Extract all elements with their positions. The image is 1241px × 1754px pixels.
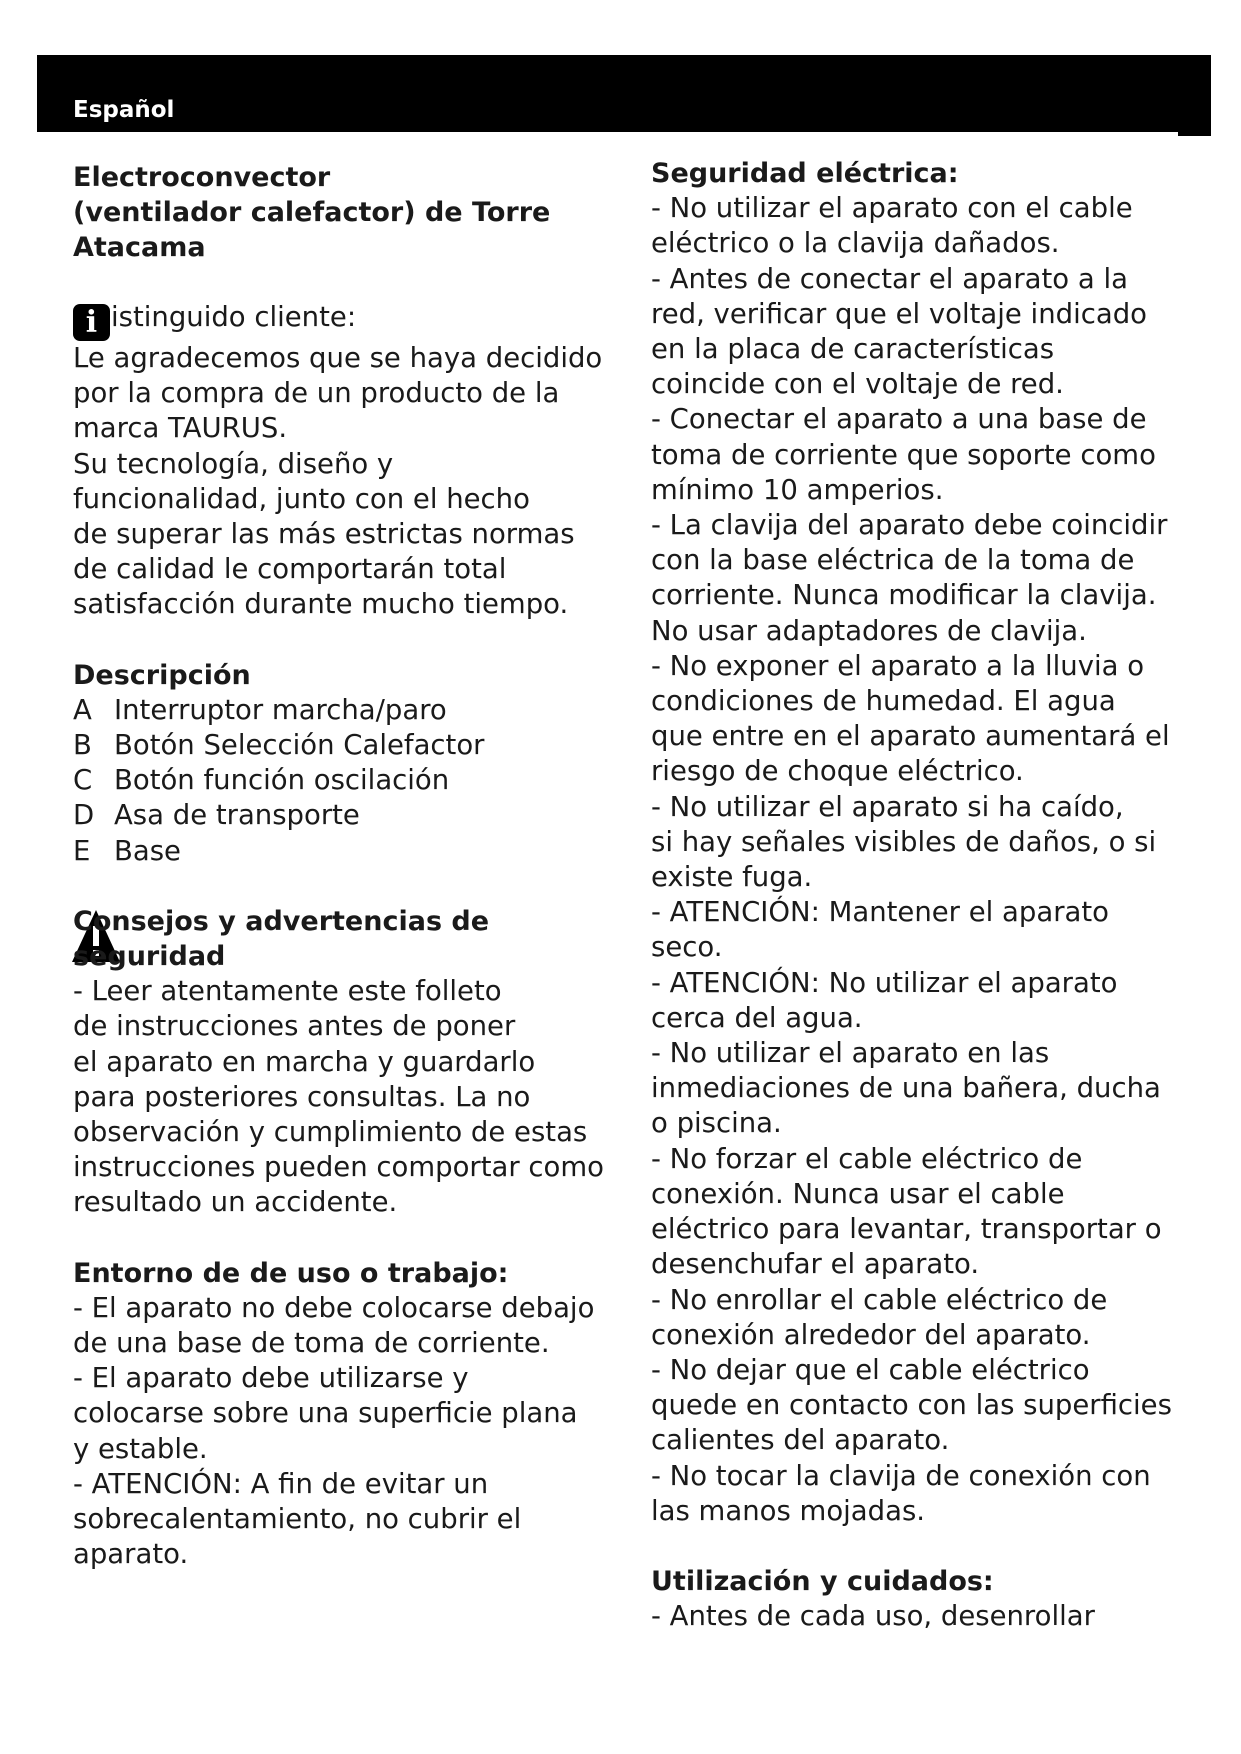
text-line: - No tocar la clavija de conexión con — [651, 1459, 1151, 1492]
info-icon: i — [73, 304, 110, 341]
text-line: colocarse sobre una superficie plana — [73, 1397, 578, 1430]
text-line: toma de corriente que soporte como — [651, 438, 1156, 471]
text-line: y estable. — [73, 1432, 208, 1465]
text-line: - No utilizar el aparato con el cable — [651, 192, 1133, 225]
electrical-safety-paragraph — [651, 191, 1211, 1529]
text-line: conexión alrededor del aparato. — [651, 1318, 1091, 1351]
text-line: coincide con el voltaje de red. — [651, 368, 1064, 401]
text-line: - No utilizar el aparato en las — [651, 1037, 1050, 1070]
greeting-text: istinguido cliente: — [111, 301, 357, 333]
text-line: que entre en el aparato aumentará el — [651, 720, 1170, 753]
text-line: D — [73, 799, 95, 832]
description-heading: Descripción — [73, 659, 251, 691]
text-line: seguridad — [73, 941, 226, 973]
text-line: eléctrico para levantar, transportar o — [651, 1213, 1162, 1246]
text-line: - No exponer el aparato a la lluvia o — [651, 649, 1145, 682]
text-line: quede en contacto con las superficies — [651, 1389, 1172, 1422]
text-line: Su tecnología, diseño y — [73, 447, 394, 480]
text-line: resultado un accidente. — [73, 1186, 398, 1219]
text-line: observación y cumplimiento de estas — [73, 1116, 588, 1149]
text-line: - Antes de cada uso, desenrollar — [651, 1600, 1095, 1633]
text-line: Atacama — [73, 232, 206, 263]
text-line: C — [73, 764, 93, 797]
text-line: sobrecalentamiento, no cubrir el — [73, 1503, 522, 1536]
text-line: B — [73, 729, 92, 762]
text-line: - Conectar el aparato a una base de — [651, 403, 1147, 436]
text-line: de una base de toma de corriente. — [73, 1327, 550, 1360]
text-line: desenchufar el aparato. — [651, 1248, 980, 1281]
text-line: o piscina. — [651, 1107, 782, 1140]
usage-paragraph — [651, 1599, 1211, 1634]
electrical-safety-heading: Seguridad eléctrica: — [651, 158, 959, 189]
text-line: Le agradecemos que se haya decidido — [73, 342, 603, 374]
text-line: - El aparato debe utilizarse y — [73, 1362, 469, 1395]
right-column — [651, 156, 1211, 1634]
language-label: Español — [73, 97, 175, 123]
left-column — [73, 160, 613, 1573]
text-line: aparato. — [73, 1538, 189, 1571]
text-line: de instrucciones antes de poner — [73, 1010, 516, 1043]
text-line: Interruptor marcha/paro — [114, 693, 447, 726]
text-line: en la placa de características — [651, 333, 1055, 366]
text-line: el aparato en marcha y guardarlo — [73, 1045, 536, 1078]
text-line: E — [73, 834, 91, 867]
text-line: para posteriores consultas. La no — [73, 1080, 531, 1113]
text-line: marca TAURUS. — [73, 412, 288, 445]
intro-paragraph — [73, 341, 613, 623]
environment-heading: Entorno de de uso o trabajo: — [73, 1257, 509, 1289]
environment-paragraph — [73, 1291, 613, 1573]
text-line: satisfacción durante mucho tiempo. — [73, 588, 569, 621]
list-item — [73, 728, 613, 763]
list-item — [73, 693, 613, 728]
safety-heading — [73, 904, 613, 974]
text-line: eléctrico o la clavija dañados. — [651, 227, 1060, 260]
description-list — [73, 693, 613, 869]
text-line: - No dejar que el cable eléctrico — [651, 1353, 1090, 1386]
text-line: por la compra de un producto de la — [73, 377, 560, 410]
text-line: No usar adaptadores de clavija. — [651, 614, 1087, 647]
text-line: condiciones de humedad. El agua — [651, 685, 1116, 718]
text-line: - No forzar el cable eléctrico de — [651, 1142, 1083, 1175]
text-line: seco. — [651, 931, 723, 964]
text-line: - ATENCIÓN: A fin de evitar un — [73, 1467, 489, 1500]
text-line: cerca del agua. — [651, 1001, 863, 1034]
text-line: corriente. Nunca modificar la clavija. — [651, 579, 1157, 612]
text-line: con la base eléctrica de la toma de — [651, 544, 1135, 577]
list-item — [73, 798, 613, 833]
text-line: Botón función oscilación — [114, 764, 450, 797]
list-item — [73, 763, 613, 798]
safety-heading-block — [73, 904, 613, 974]
text-line: inmediaciones de una bañera, ducha — [651, 1072, 1161, 1105]
text-line: calientes del aparato. — [651, 1424, 950, 1457]
text-line: - ATENCIÓN: No utilizar el aparato — [651, 966, 1118, 999]
text-line: existe fuga. — [651, 861, 813, 894]
text-line: si hay señales visibles de daños, o si — [651, 825, 1157, 858]
text-line: riesgo de choque eléctrico. — [651, 755, 1024, 788]
text-line: Botón Selección Calefactor — [114, 729, 485, 762]
text-line: - La clavija del aparato debe coincidir — [651, 509, 1168, 542]
text-line: red, verificar que el voltaje indicado — [651, 297, 1147, 330]
text-line: - ATENCIÓN: Mantener el aparato — [651, 896, 1109, 929]
text-line: conexión. Nunca usar el cable — [651, 1177, 1065, 1210]
text-line: las manos mojadas. — [651, 1494, 926, 1527]
text-line: de superar las más estrictas normas — [73, 518, 575, 551]
text-line: Electroconvector — [73, 162, 331, 193]
text-line: Consejos y advertencias de — [73, 905, 490, 937]
text-line: - Leer atentamente este folleto — [73, 975, 502, 1008]
language-header-bar — [37, 55, 1211, 132]
greeting-line — [73, 300, 613, 341]
list-item — [73, 834, 613, 869]
text-line: de calidad le comportarán total — [73, 553, 507, 586]
usage-heading: Utilización y cuidados: — [651, 1565, 994, 1597]
text-line: funcionalidad, junto con el hecho — [73, 482, 530, 515]
text-line: instrucciones pueden comportar como — [73, 1151, 604, 1184]
text-line: mínimo 10 amperios. — [651, 473, 944, 506]
text-line: - No enrollar el cable eléctrico de — [651, 1283, 1108, 1316]
text-line: (ventilador calefactor) de Torre — [73, 197, 551, 228]
safety-paragraph — [73, 974, 613, 1220]
text-line: Asa de transporte — [114, 799, 360, 832]
text-line: A — [73, 693, 92, 726]
product-title — [73, 160, 613, 265]
text-line: - Antes de conectar el aparato a la — [651, 262, 1128, 295]
text-line: - El aparato no debe colocarse debajo — [73, 1291, 595, 1324]
header-notch — [1178, 132, 1211, 136]
text-line: Base — [114, 834, 181, 867]
text-line: - No utilizar el aparato si ha caído, — [651, 790, 1124, 823]
